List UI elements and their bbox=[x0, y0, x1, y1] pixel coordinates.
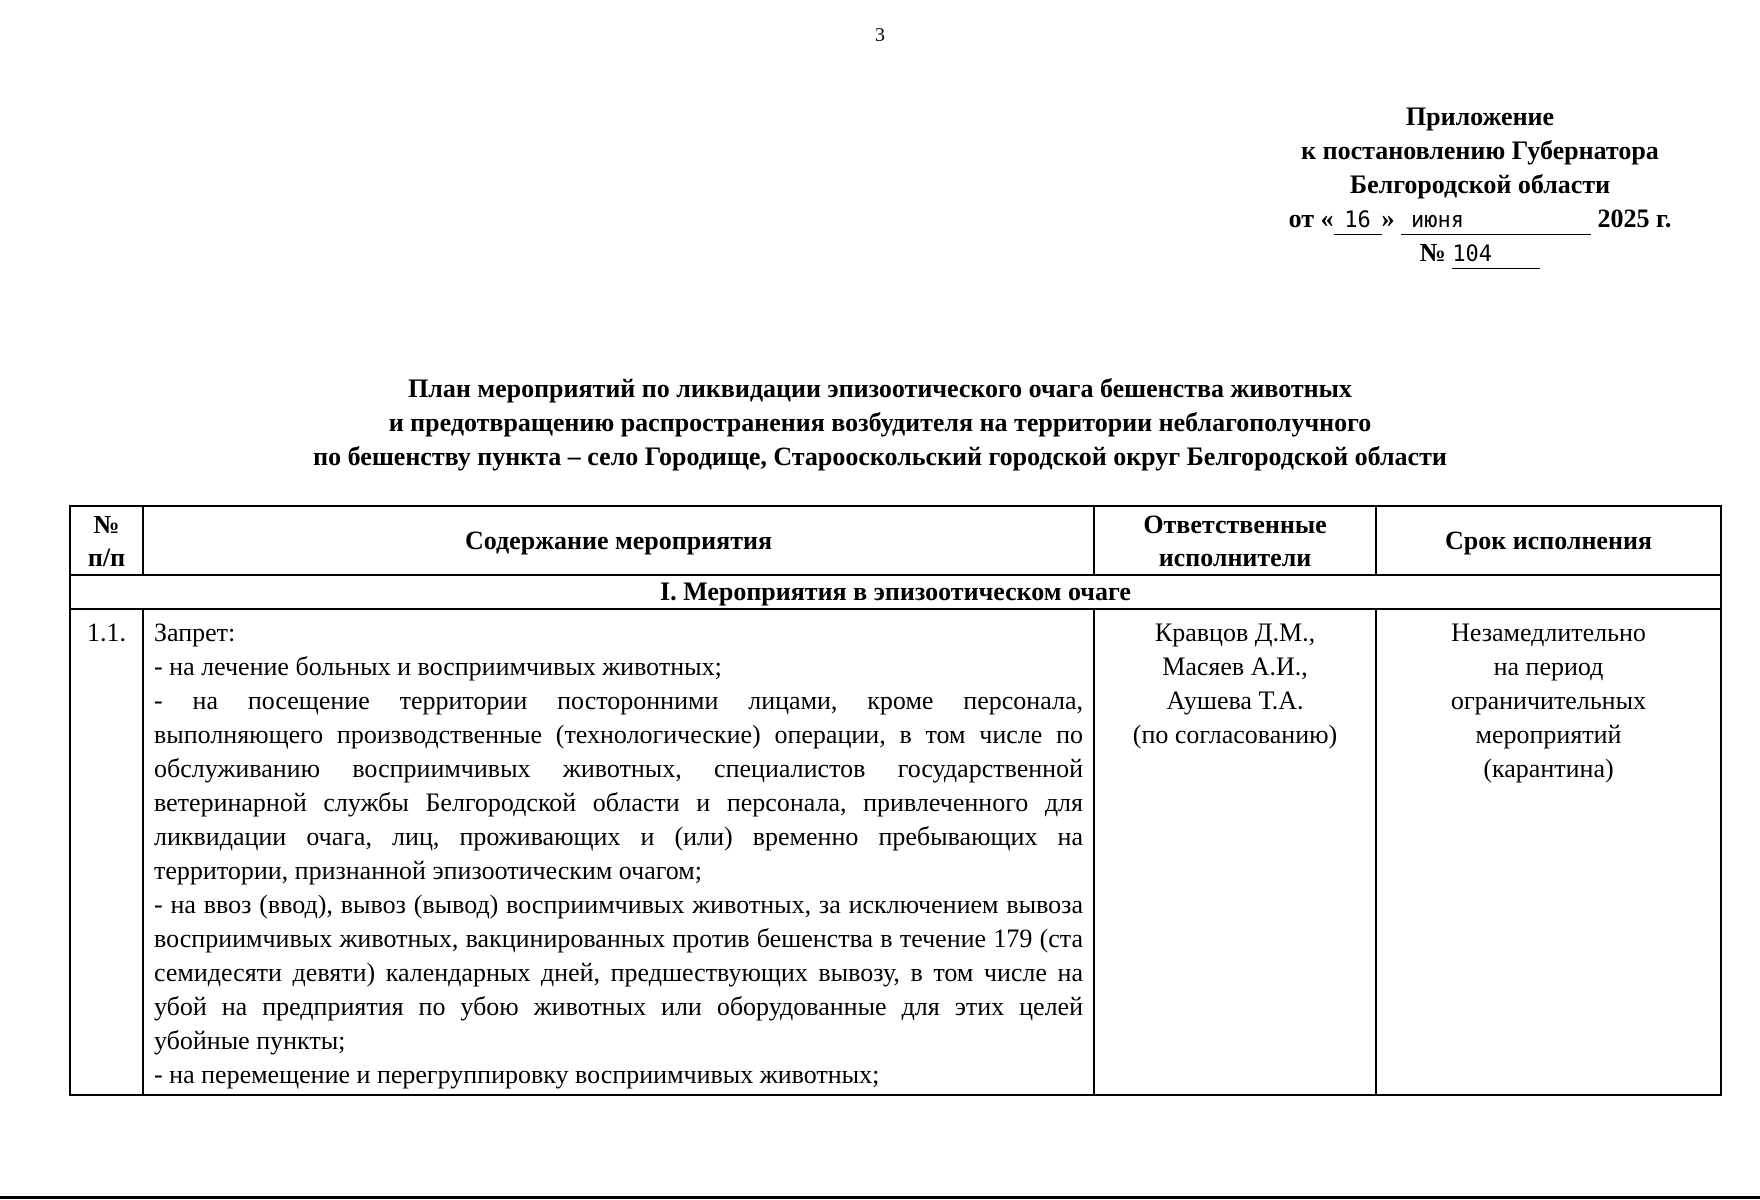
row-number: 1.1. bbox=[70, 609, 143, 1095]
appendix-region-line: Белгородской области bbox=[1349, 170, 1611, 199]
header-executors: Ответственные исполнители bbox=[1094, 506, 1376, 575]
date-mid: » bbox=[1381, 204, 1395, 233]
plan-table bbox=[69, 505, 1722, 1096]
date-prefix: от « bbox=[1288, 204, 1334, 233]
number-value: 104 bbox=[1452, 242, 1540, 269]
page-bottom-edge bbox=[0, 1196, 1760, 1199]
row-term bbox=[1376, 609, 1721, 1095]
document-title bbox=[120, 372, 1640, 474]
appendix-decree-line: к постановлению Губернатора bbox=[1301, 136, 1659, 165]
appendix-number-line bbox=[1230, 236, 1730, 270]
content-item: - на посещение территории посторонними лицами, кроме персонала, выполняющего производственные (технологические) операции, в том числе по обслуживанию восприимчивых животных, специалистов государственной ветеринарной службы Белгородской области и персонала, привлеченного для ликвидации очага, лиц, проживающих и (или) временно пребывающих на территории, признанной эпизоотическим очагом; bbox=[154, 686, 1083, 885]
row-executors bbox=[1094, 609, 1376, 1095]
header-content: Содержание мероприятия bbox=[143, 506, 1094, 575]
table-header-row bbox=[70, 506, 1721, 575]
title-line-2: и предотвращению распространения возбудителя на территории неблагополучного bbox=[388, 408, 1372, 437]
title-line-3: по бешенству пункта – село Городище, Старооскольский городской округ Белгородской области bbox=[313, 442, 1447, 471]
appendix-title: Приложение bbox=[1405, 102, 1555, 131]
executor-name: Кравцов Д.М., bbox=[1154, 618, 1316, 647]
executor-name: Масяев А.И., bbox=[1162, 652, 1308, 681]
header-term: Срок исполнения bbox=[1376, 506, 1721, 575]
appendix-date-line bbox=[1230, 202, 1730, 236]
term-line: Незамедлительно bbox=[1451, 618, 1646, 647]
section-title: I. Мероприятия в эпизоотическом очаге bbox=[70, 575, 1721, 609]
executor-note: (по согласованию) bbox=[1132, 720, 1338, 749]
header-num: № п/п bbox=[70, 506, 143, 575]
content-item: Запрет: bbox=[154, 618, 236, 647]
term-line: ограничительных bbox=[1450, 686, 1647, 715]
content-item: - на ввоз (ввод), вывоз (вывод) восприимчивых животных, за исключением вывоза восприимчивых животных, вакцинированных против бешенства в течение 179 (ста семидесяти девяти) календарных дней, предшествующих вывозу, в том числе на убой на предприятия по убою животных или оборудованные для этих целей убойные пункты; bbox=[154, 890, 1083, 1055]
term-line: (карантина) bbox=[1483, 754, 1614, 783]
appendix-block bbox=[1230, 100, 1730, 270]
section-row bbox=[70, 575, 1721, 609]
row-content bbox=[143, 609, 1094, 1095]
term-line: мероприятий bbox=[1475, 720, 1622, 749]
date-day: 16 bbox=[1334, 208, 1382, 235]
date-year: 2025 г. bbox=[1597, 204, 1672, 233]
table-row bbox=[70, 609, 1721, 1095]
page-number: 3 bbox=[875, 24, 885, 46]
number-prefix: № bbox=[1419, 238, 1446, 267]
title-line-1: План мероприятий по ликвидации эпизоотического очага бешенства животных bbox=[408, 374, 1352, 403]
term-line: на период bbox=[1493, 652, 1604, 681]
content-item: - на лечение больных и восприимчивых животных; bbox=[154, 652, 722, 681]
executor-name: Аушева Т.А. bbox=[1166, 686, 1304, 715]
date-month: июня bbox=[1401, 208, 1591, 235]
content-item: - на перемещение и перегруппировку восприимчивых животных; bbox=[154, 1060, 880, 1089]
